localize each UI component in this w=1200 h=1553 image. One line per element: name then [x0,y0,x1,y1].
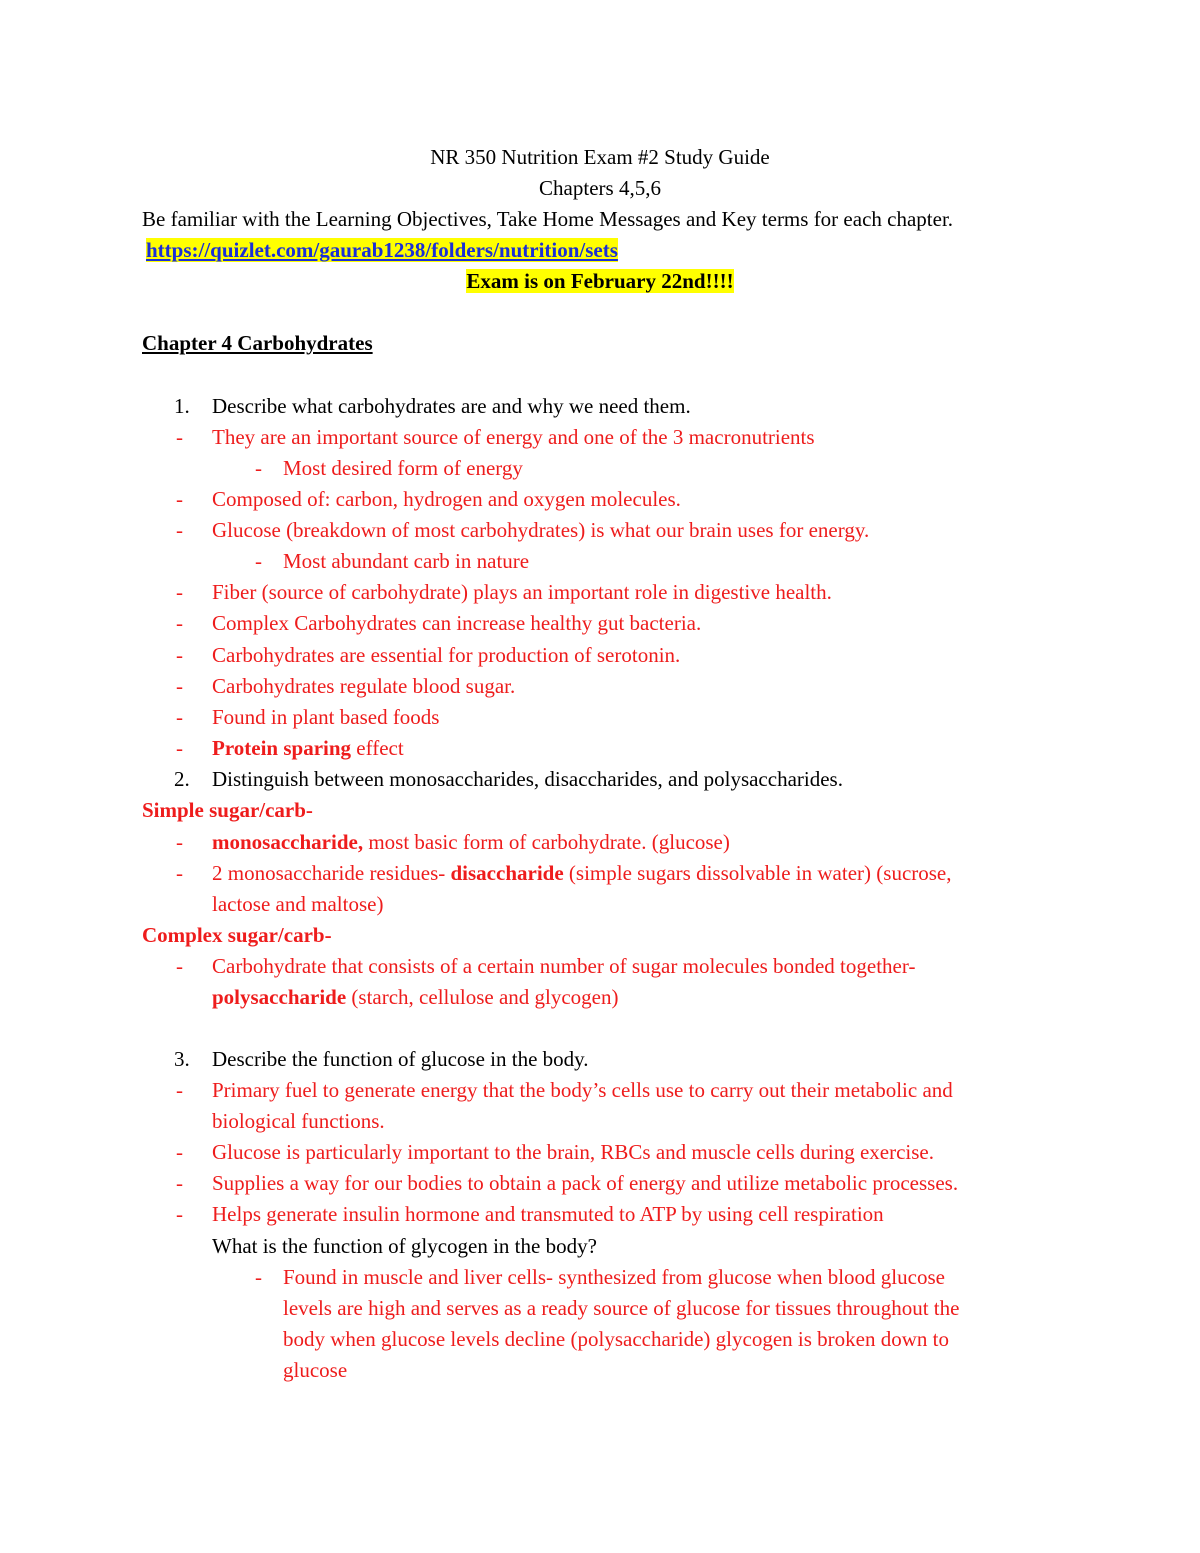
bullet: - [176,1078,183,1102]
bullet: - [176,518,183,542]
chapters-subtitle: Chapters 4,5,6 [539,176,661,200]
bullet: - [176,1140,183,1164]
bullet: - [255,1265,262,1289]
key-term: polysaccharide [212,985,347,1009]
bullet: - [176,1171,183,1195]
bullet: - [255,549,262,573]
exam-date-banner: Exam is on February 22nd!!!! [466,269,734,293]
section-heading: Simple sugar/carb- [142,798,313,822]
question-text: Distinguish between monosaccharides, disaccharides, and polysaccharides. [212,767,843,791]
key-term: Protein sparing [212,736,352,760]
bullet: - [176,954,183,978]
page-title: NR 350 Nutrition Exam #2 Study Guide [430,145,770,169]
bullet: - [176,580,183,604]
bullet: - [255,456,262,480]
bullet: - [176,425,183,449]
list-item-continuation: glucose [283,1358,348,1382]
list-item-continuation: polysaccharide (starch, cellulose and glycogen) [212,985,619,1009]
instruction-text: Be familiar with the Learning Objectives, Take Home Messages and Key terms for each chapter. [142,207,954,231]
bullet: - [176,736,183,760]
list-item-continuation: biological functions. [212,1109,385,1133]
bullet: - [176,830,183,854]
section-heading: Complex sugar/carb- [142,923,332,947]
bullet: - [176,643,183,667]
key-term: disaccharide [450,861,564,885]
list-item-continuation: levels are high and serves as a ready source of glucose for tissues throughout the [283,1296,960,1320]
question-number: 3. [174,1047,190,1071]
sub-question: What is the function of glycogen in the body? [212,1234,597,1258]
question-text: Describe the function of glucose in the body. [212,1047,589,1071]
document-page: NR 350 Nutrition Exam #2 Study Guide Chapters 4,5,6 Be familiar with the Learning Objectives, Take Home Messages and Key terms for each chapter. https://quizlet.com/gaurab1238/folders/nutrition/sets Exam is on February 22nd!!!! Chapter 4 Carbohydrates 1. Describe what carbohydrates are and why we need them. - They are an important source of energy and one of the 3 macronutrients - Most desired form of energy - Composed of: carbon, hydrogen and oxygen molecules. - Glucose (breakdown of most carbohydrates) is what our brain uses for energy. - Most abundant carb in nature - Fiber (source of carbohydrate) plays an important role in digestive health. - Complex Carbohydrates can increase healthy gut bacteria. - Carbohydrates are essential for production of serotonin. - Carbohydrates regulate blood sugar. - Found in plant based foods - Protein sparing effect 2. Distinguish between monosaccharides, disaccharides, and polysaccharides. Simple sugar/carb- - monosaccharide, most basic form of carbohydrate. (glucose) - 2 monosaccharide residues- disaccharide (simple sugars dissolvable in water) (sucrose, lactose and maltose) Complex sugar/carb- - Carbohydrate that consists of a certain number of sugar molecules bonded together- polysaccharide (starch, cellulose and glycogen) 3. Describe the function of glucose in the body. - Primary fuel to generate energy that the body’s cells use to carry out their metabolic and biological functions. - Glucose is particularly important to the brain, RBCs and muscle cells during exercise. - Supplies a way for our bodies to obtain a pack of energy and utilize metabolic processes. - Helps generate insulin hormone and transmuted to ATP by using cell respiration What is the function of glycogen in the body? - Found in muscle and liver cells- synthesized from glucose when blood glucose levels are high and serves as a ready source of glucose for tissues throughout the body when glucose levels decline (polysaccharide) glycogen is broken down to glucose [0,0,1200,1553]
question-text: Describe what carbohydrates are and why we need them. [212,394,691,418]
list-item-continuation: body when glucose levels decline (polysaccharide) glycogen is broken down to [283,1327,949,1351]
bullet: - [176,861,183,885]
quizlet-link[interactable]: https://quizlet.com/gaurab1238/folders/nutrition/sets [146,238,618,262]
bullet: - [176,674,183,698]
bullet: - [176,487,183,511]
key-term: monosaccharide, [212,830,364,854]
list-item-continuation: lactose and maltose) [212,892,384,916]
question-number: 2. [174,767,190,791]
chapter-heading: Chapter 4 Carbohydrates [142,331,373,355]
bullet: - [176,1202,183,1226]
question-number: 1. [174,394,190,418]
bullet: - [176,611,183,635]
bullet: - [176,705,183,729]
